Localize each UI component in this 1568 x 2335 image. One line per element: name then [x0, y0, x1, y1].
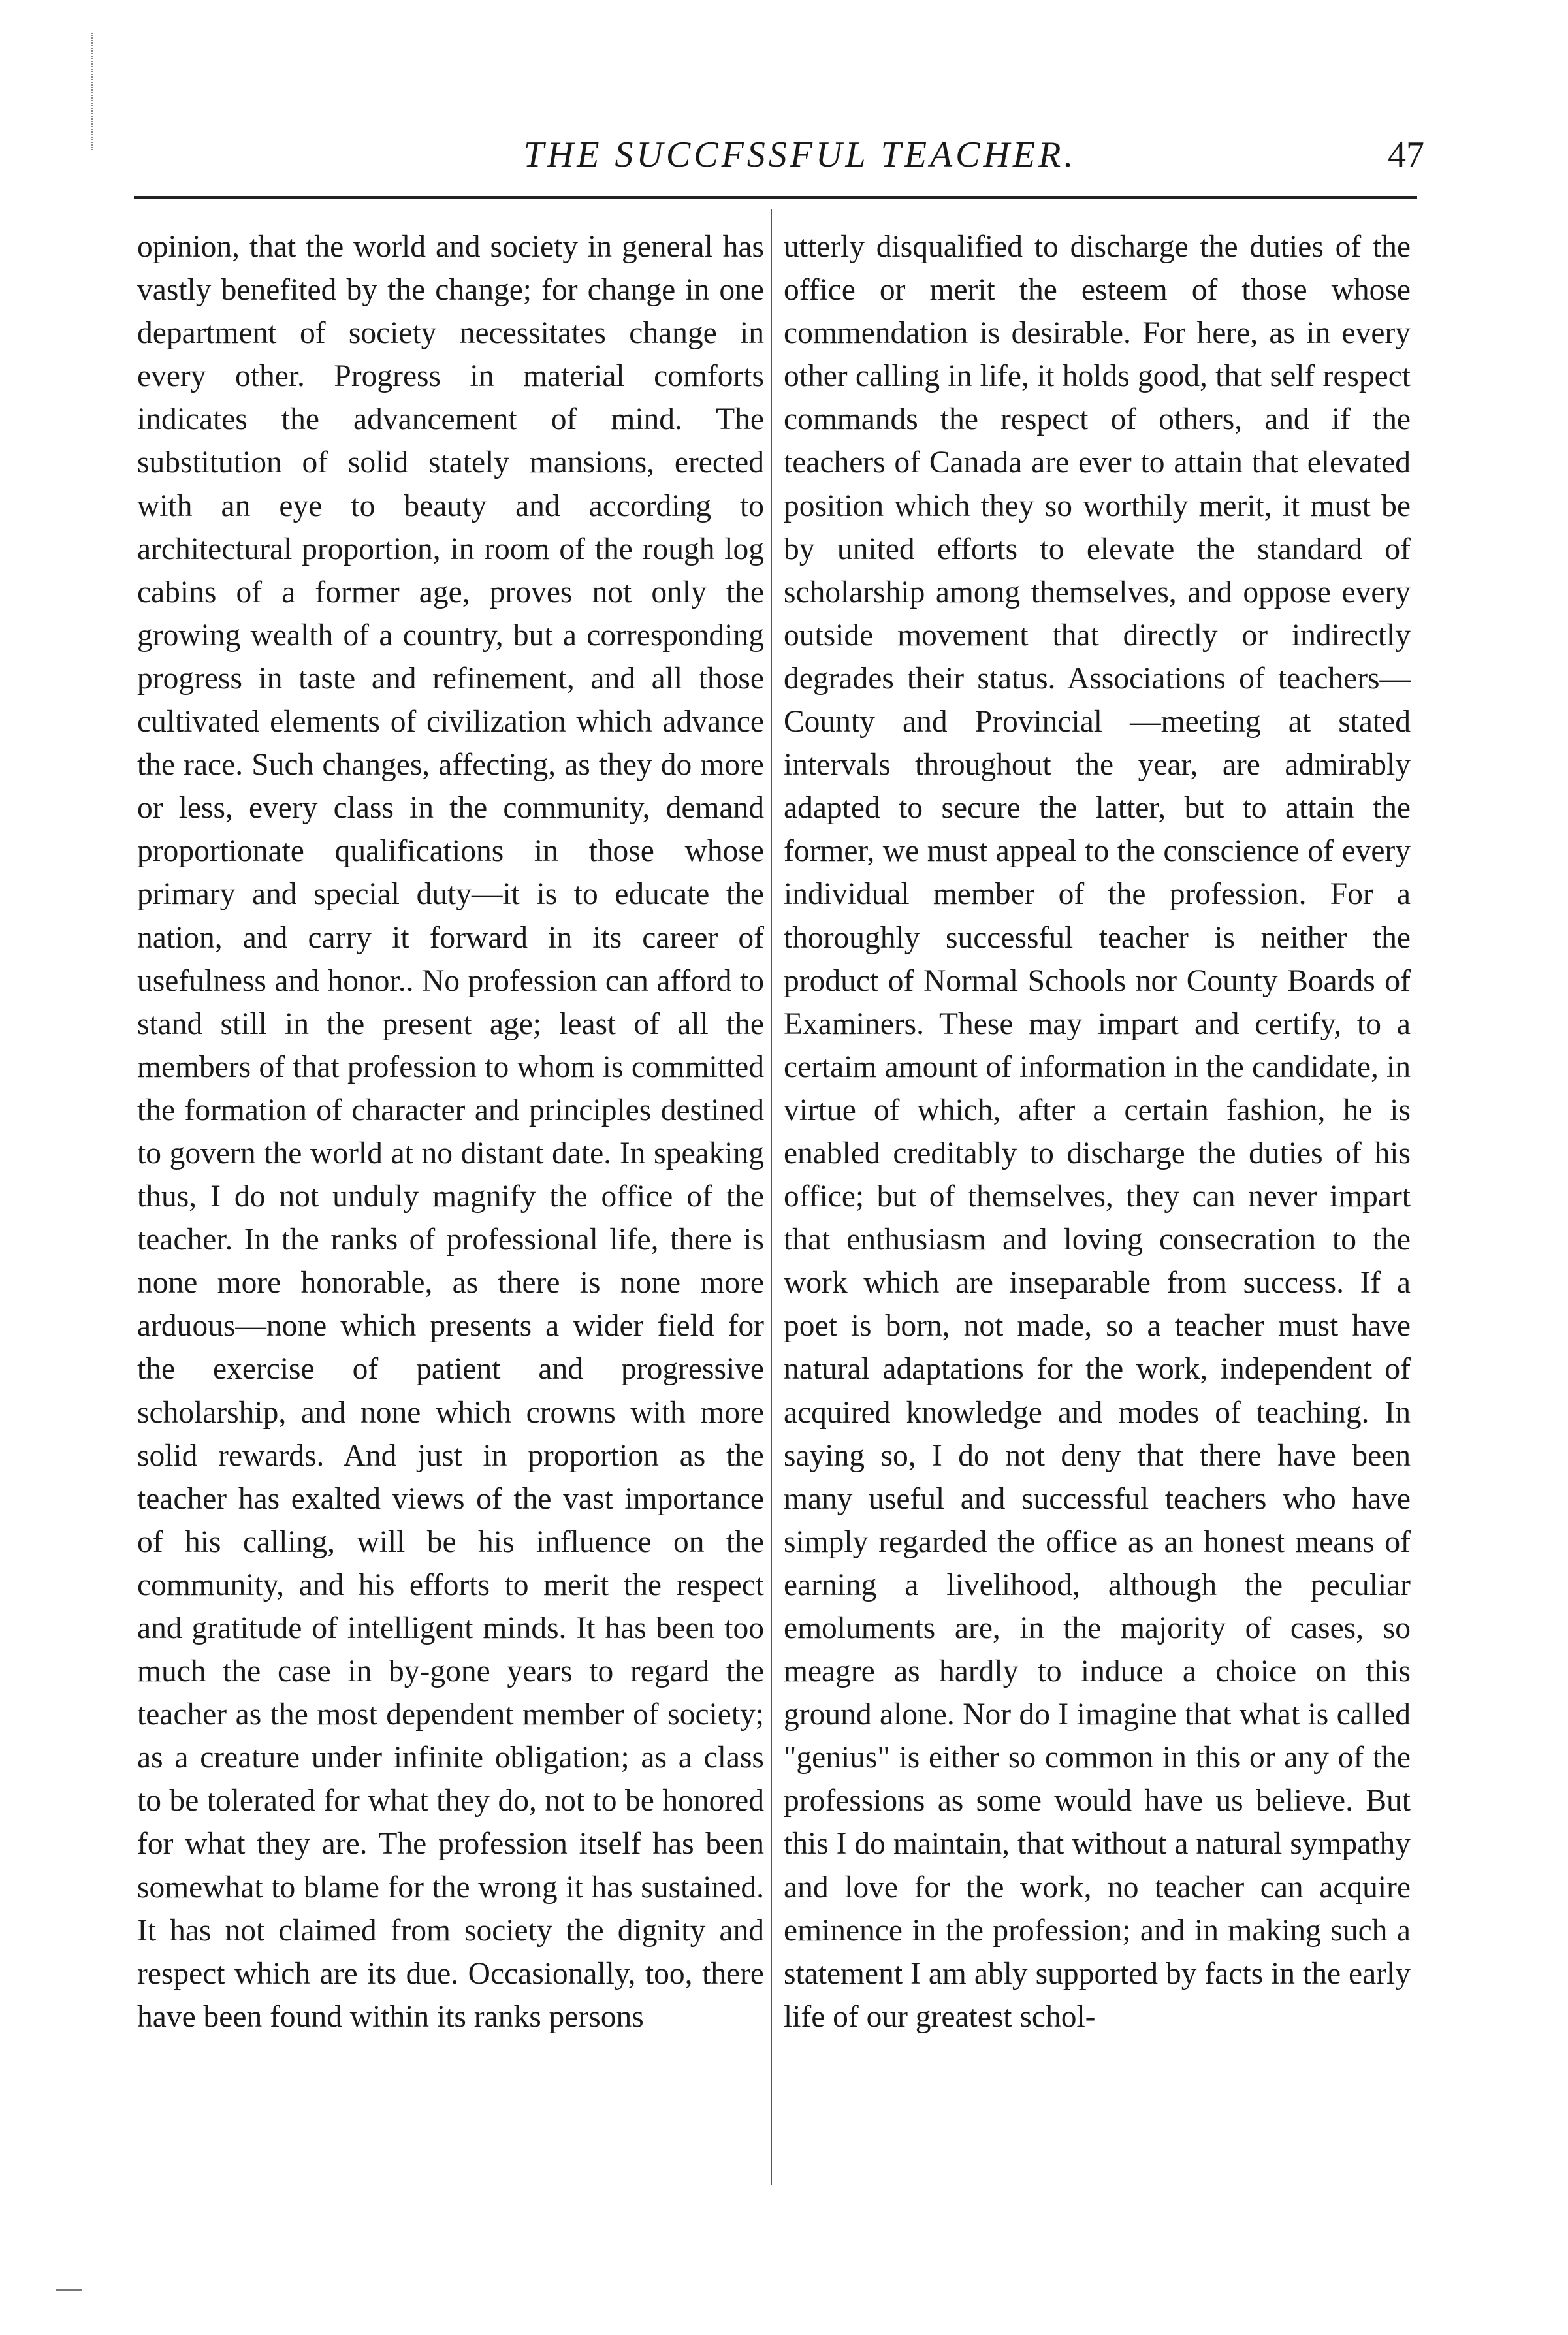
left-column-text: opinion, that the world and society in general has vastly benefited by the change; for change in one department of society necessitates change in every other. Progress in material comforts indicates the advancement of mind. The substitution of solid stately mansions, erected with an eye to beauty and according to architectural proportion, in room of the rough log cabins of a former age, proves not only the growing wealth of a country, but a corresponding progress in taste and refinement, and all those cultivated elements of civilization which advance the race. Such changes, affecting, as they do more or less, every class in the community, demand proportionate qualifications in those whose primary and special duty—it is to educate the nation, and carry it forward in its career of usefulness and honor.. No profession can afford to stand still in the present age; least of all the members of that profession to whom is committed the formation of character and principles destined to govern the world at no distant date. In speaking thus, I do not unduly magnify the office of the teacher. In the ranks of professional life, there is none more honorable, as there is none more arduous—none which presents a wider field for the exercise of patient and progressive scholarship, and none which crowns with more solid rewards. And just in proportion as the teacher has exalted views of the vast importance of his calling, will be his influence on the community, and his efforts to merit the respect and gratitude of intelligent minds. It has been too much the case in by-gone years to regard the teacher as the most dependent member of society; as a creature under infinite obligation; as a class to be tolerated for what they do, not to be honored for what they are. The profession itself has been somewhat to blame for the wrong it has sustained. It has not claimed from society the dignity and respect which are its due. Occasionally, too, there have been found within its ranks persons [137, 230, 764, 2034]
column-divider [771, 209, 772, 2185]
right-column-text: utterly disqualified to discharge the duties of the office or merit the esteem of those whose commendation is desirable. For here, as in every other calling in life, it holds good, that self respect commands the respect of others, and if the teachers of Canada are ever to attain that elevated position which they so worthily merit, it must be by united efforts to elevate the standard of scholarship among themselves, and oppose every outside movement that directly or indirectly degrades their status. Associations of teachers—County and Provincial —meeting at stated intervals throughout the year, are admirably adapted to secure the latter, but to attain the former, we must appeal to the conscience of every individual member of the profession. For a thoroughly successful teacher is neither the product of Normal Schools nor County Boards of Examiners. These may impart and certify, to a certaim amount of information in the candidate, in virtue of which, after a certain fashion, he is enabled creditably to discharge the duties of his office; but of themselves, they can never impart that enthusiasm and loving consecration to the work which are inseparable from success. If a poet is born, not made, so a teacher must have natural adaptations for the work, independent of acquired knowledge and modes of teaching. In saying so, I do not deny that there have been many useful and successful teachers who have simply regarded the office as an honest means of earning a livelihood, although the peculiar emoluments are, in the majority of cases, so meagre as hardly to induce a choice on this ground alone. Nor do I imagine that what is called "genius" is either so common in this or any of the professions as some would have us believe. But this I do maintain, that without a natural sympathy and love for the work, no teacher can acquire eminence in the profession; and in making such a statement I am ably supported by facts in the early life of our greatest schol- [784, 230, 1411, 2034]
page-number: 47 [1388, 135, 1424, 175]
running-title: THE SUCCFSSFUL TEACHER. [523, 135, 1077, 175]
right-column [784, 225, 1411, 2038]
margin-mark-bottom [56, 2289, 82, 2291]
left-column [137, 225, 764, 2038]
margin-mark [91, 33, 94, 150]
header-rule [134, 196, 1417, 199]
running-head [0, 134, 1568, 186]
